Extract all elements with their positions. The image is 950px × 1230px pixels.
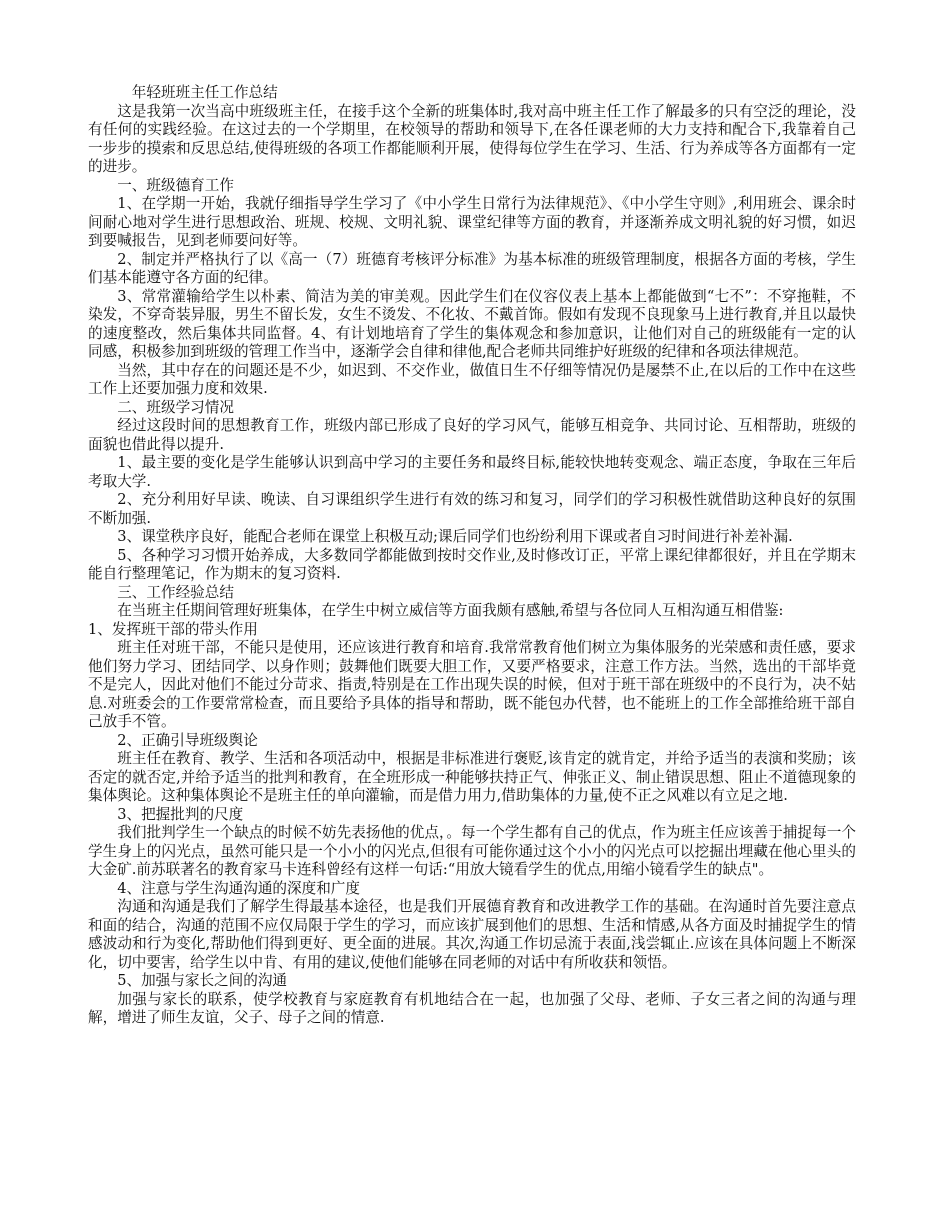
paragraph: 3、常常灌输给学生以朴素、简洁为美的审美观。因此学生们在仪容仪表上基本上都能做到“七不”：不穿拖鞋，不染发，不穿奇装异服，男生不留长发，女生不烫发、不化妆、不戴首饰。假如有发现不良现象马上进行教育,并且以最快的速度整改，然后集体共同监督。4、有计划地培育了学生的集体观念和参加意识，让他们对自己的班级能有一定的认同感，积极参加到班级的管理工作当中，逐渐学会自律和律他,配合老师共同维护好班级的纪律和各项法律规范。 xyxy=(88,287,856,360)
paragraph: 班主任在教育、教学、生活和各项活动中，根据是非标准进行褒贬,该肯定的就肯定，并给予适当的表演和奖励；该否定的就否定,并给予适当的批判和教育，在全班形成一种能够扶持正气、伸张正义、制止错误思想、阻止不道德现象的集体舆论。这种集体舆论不是班主任的单向灌输，而是借力用力,借助集体的力量,使不正之风难以有立足之地. xyxy=(88,750,856,804)
subheading: 5、加强与家长之间的沟通 xyxy=(117,972,288,989)
subheading: 3、把握批判的尺度 xyxy=(117,805,244,823)
document-title: 年轻班班主任工作总结 xyxy=(131,84,278,101)
section-heading-moral: 一、班级德育工作 xyxy=(117,176,234,194)
document-page xyxy=(88,84,856,1028)
paragraph: 经过这段时间的思想教育工作，班级内部已形成了良好的学习风气，能够互相竞争、共同讨论、互相帮助，班级的面貌也借此得以提升. xyxy=(88,417,856,453)
paragraph: 5、各种学习习惯开始养成，大多数同学都能做到按时交作业,及时修改订正，平常上课纪律都很好，并且在学期末能自行整理笔记，作为期末的复习资料. xyxy=(88,546,856,582)
section-heading-study: 二、班级学习情况 xyxy=(117,398,234,416)
paragraph: 1、在学期一开始，我就仔细指导学生学习了《中小学生日常行为法律规范》、《中小学生守则》,利用班会、课余时间耐心地对学生进行思想政治、班规、校规、文明礼貌、课堂纪律等方面的教育，并逐渐养成文明礼貌的好习惯，如迟到要喊报告，见到老师要问好等。 xyxy=(88,195,856,249)
subheading: 1、发挥班干部的带头作用 xyxy=(88,620,258,638)
paragraph: 3、课堂秩序良好，能配合老师在课堂上积极互动;课后同学们也纷纷利用下课或者自习时间进行补差补漏. xyxy=(117,528,793,545)
subheading: 4、注意与学生沟通沟通的深度和广度 xyxy=(117,879,360,897)
paragraph: 我们批判学生一个缺点的时候不妨先表扬他的优点，。每一个学生都有自己的优点，作为班主任应该善于捕捉每一个学生身上的闪光点，虽然可能只是一个小小的闪光点,但很有可能你通过这个小小的闪光点可以挖掘出埋藏在他心里头的大金矿.前苏联著名的教育家马卡连科曾经有这样一句话:“用放大镜看学生的优点,用缩小镜看学生的缺点"。 xyxy=(88,824,856,878)
paragraph: 加强与家长的联系，使学校教育与家庭教育有机地结合在一起，也加强了父母、老师、子女三者之间的沟通与理解，增进了师生友谊，父子、母子之间的情意. xyxy=(88,990,856,1026)
subheading: 2、正确引导班级舆论 xyxy=(117,731,258,749)
paragraph: 2、充分利用好早读、晚读、自习课组织学生进行有效的练习和复习，同学们的学习积极性就借助这种良好的氛围不断加强. xyxy=(88,491,856,527)
paragraph: 当然，其中存在的问题还是不少，如迟到、不交作业，做值日生不仔细等情况仍是屡禁不止,在以后的工作中在这些工作上还要加强力度和效果. xyxy=(88,361,856,397)
paragraph: 班主任对班干部，不能只是使用，还应该进行教育和培育.我常常教育他们树立为集体服务的光荣感和责任感，要求他们努力学习、团结同学、以身作则；鼓舞他们既要大胆工作，又要严格要求，注意工作方法。当然，选出的干部毕竟不是完人，因此对他们不能过分苛求、指责,特别是在工作出现失误的时候，但对于班干部在班级中的不良行为，决不姑息.对班委会的工作要常常检查，而且要给予具体的指导和帮助，既不能包办代替，也不能班上的工作全部推给班干部自己放手不管。 xyxy=(88,639,856,730)
intro-paragraph: 这是我第一次当高中班级班主任，在接手这个全新的班集体时,我对高中班主任工作了解最多的只有空泛的理论，没有任何的实践经验。在这过去的一个学期里，在校领导的帮助和领导下,在各任课老师的大力支持和配合下,我靠着自己一步步的摸索和反思总结,使得班级的各项工作都能顺利开展，使得每位学生在学习、生活、行为养成等各方面都有一定的进步。 xyxy=(88,102,856,175)
paragraph: 2、制定并严格执行了以《高一（7）班德育考核评分标准》为基本标准的班级管理制度，根据各方面的考核，学生们基本能遵守各方面的纪律。 xyxy=(88,250,856,286)
section-heading-experience: 三、工作经验总结 xyxy=(117,583,234,601)
paragraph: 在当班主任期间管理好班集体，在学生中树立威信等方面我颇有感触,希望与各位同人互相沟通互相借鉴: xyxy=(117,602,784,619)
paragraph: 1、最主要的变化是学生能够认识到高中学习的主要任务和最终目标,能较快地转变观念、端正态度，争取在三年后考取大学. xyxy=(88,454,856,490)
paragraph: 沟通和沟通是我们了解学生得最基本途径，也是我们开展德育教育和改进教学工作的基础。在沟通时首先要注意点和面的结合，沟通的范围不应仅局限于学生的学习，而应该扩展到他们的思想、生活和情感,从各方面及时捕捉学生的情感波动和行为变化,帮助他们得到更好、更全面的进展。其次,沟通工作切忌流于表面,浅尝辄止.应该在具体问题上不断深化，切中要害，给学生以中肯、有用的建议,使他们能够在同老师的对话中有所收获和领悟。 xyxy=(88,898,856,971)
